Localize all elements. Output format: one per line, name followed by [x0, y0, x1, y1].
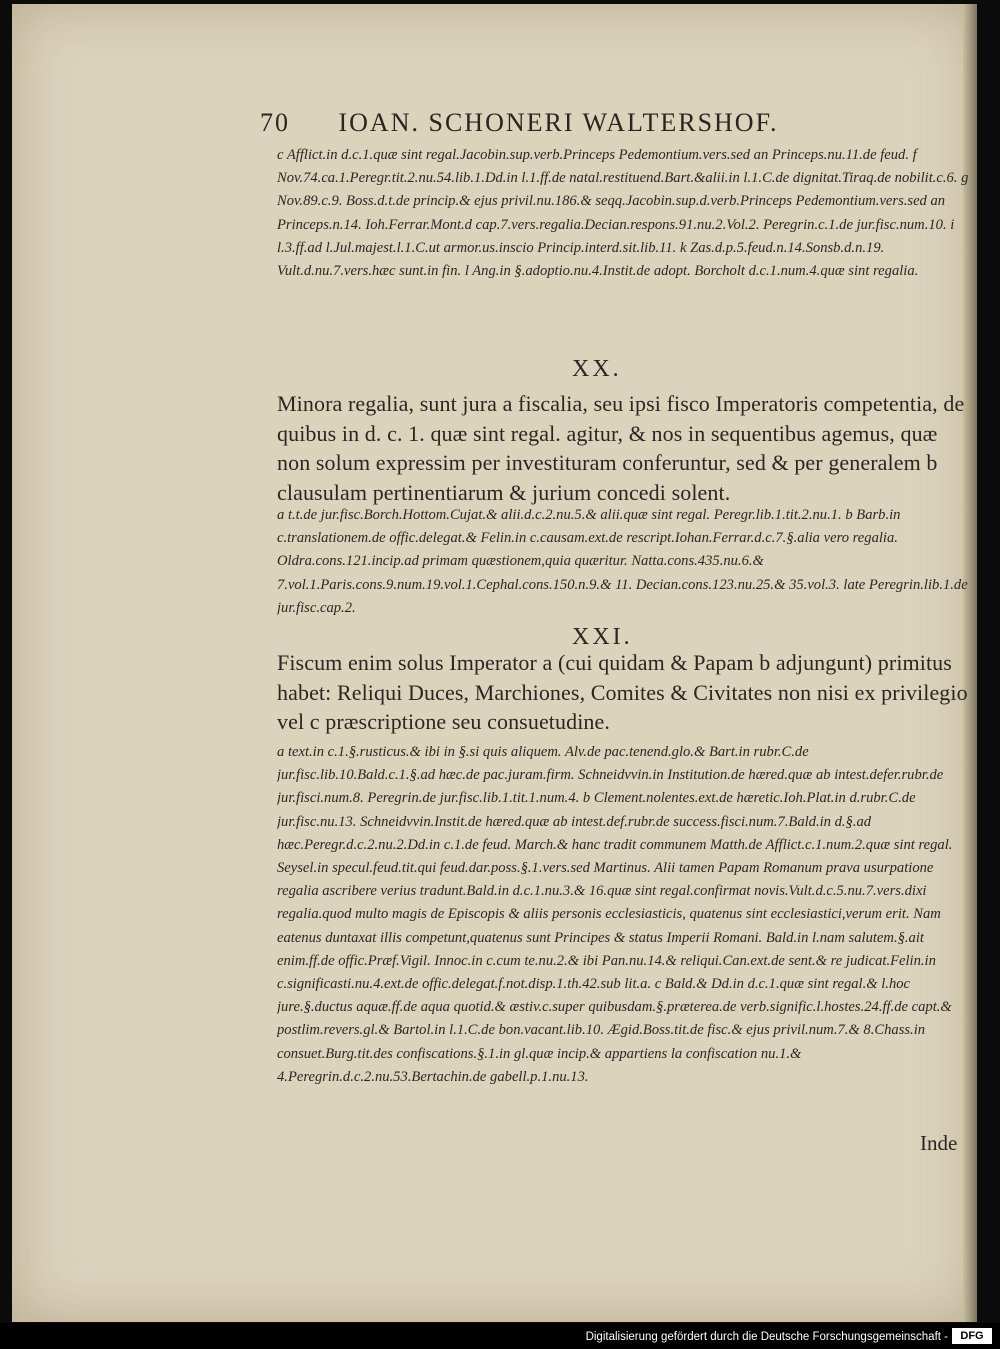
- section-xxi-text: [277, 648, 969, 740]
- section-heading-xxi: XXI.: [572, 624, 633, 650]
- section-xx-paragraph: Minora regalia, sunt jura a fiscalia, seu ipsi fisco Imperatoris competentia, de quibus in d. c. 1. quæ sint regal. agitur, & nos in sequentibus agemus, quæ non solum expressim per investituram conferuntur, sed & per generalem b clausulam pertinentiarum & jurium concedi solent.: [277, 391, 965, 505]
- footnotes-block-xxi: [277, 741, 969, 1133]
- section-xx-text: [277, 389, 969, 509]
- footer-bar: [0, 1323, 1000, 1349]
- running-head-title: IOAN. SCHONERI WALTERSHOF.: [338, 108, 779, 137]
- catchword: Inde: [920, 1131, 958, 1155]
- book-page: [12, 4, 977, 1322]
- section-xxi-paragraph: Fiscum enim solus Imperator a (cui quidam & Papam b adjungunt) primitus habet: Reliqui Duces, Marchiones, Comites & Civitates non nisi ex privilegio vel c præscriptione seu consuetudine.: [277, 650, 968, 734]
- section-heading-xx: XX.: [572, 356, 622, 382]
- footnotes-text-xx: a t.t.de jur.fisc.Borch.Hottom.Cujat.& alii.d.c.2.nu.5.& alii.quæ sint regal. Peregr.lib.1.tit.2.nu.1. b Barb.in c.translationem.de offic.delegat.& Felin.in c.causam.ext.de rescript.Iohan.Ferrar.d.c.7.§.alia vero regalia. Oldra.cons.121.incip.ad primam quæstionem,quia quæritur. Natta.cons.435.nu.6.& 7.vol.1.Paris.cons.9.num.19.vol.1.Cephal.cons.150.n.9.& 11. Decian.cons.123.nu.25.& 35.vol.3. late Peregrin.lib.1.de jur.fisc.cap.2.: [277, 507, 968, 616]
- footnotes-text-1: c Afflict.in d.c.1.quæ sint regal.Jacobin.sup.verb.Princeps Pedemontium.vers.sed an Princeps.nu.11.de feud. f Nov.74.ca.1.Peregr.tit.2.nu.54.lib.1.Dd.in l.1.ff.de natal.restituend.Bart.&alii.in l.1.C.de dignitat.Tiraq.de nobilit.c.6. g Nov.89.c.9. Boss.d.t.de princip.& ejus privil.nu.186.& seqq.Jacobin.sup.d.verb.Princeps Pedemontium.vers.sed an Princeps.n.14. Ioh.Ferrar.Mont.d cap.7.vers.regalia.Decian.respons.91.nu.2.Vol.2. Peregrin.c.1.de jur.fisc.num.10. i l.3.ff.ad l.Jul.majest.l.1.C.ut armor.us.inscio Princip.interd.sit.lib.11. k Zas.d.p.5.feud.n.14.Sonsb.d.n.19. Vult.d.nu.7.vers.hæc sunt.in fin. l Ang.in §.adoptio.nu.4.Instit.de adopt. Borcholt d.c.1.num.4.quæ sint regalia.: [277, 147, 969, 280]
- running-head: [260, 108, 860, 142]
- footnotes-block-xx: [277, 504, 969, 626]
- footnotes-text-xxi: a text.in c.1.§.rusticus.& ibi in §.si quis aliquem. Alv.de pac.tenend.glo.& Bart.in rubr.C.de jur.fisc.lib.10.Bald.c.1.§.ad hæc.de pac.juram.firm. Schneidvvin.in Institution.de hæred.quæ ab intest.defer.rubr.de jur.fisci.num.8. Peregrin.de jur.fisc.lib.1.tit.1.num.4. b Clement.nolentes.ext.de hæretic.Ioh.Plat.in d.rubr.C.de jur.fisc.nu.13. Schneidvvin.Instit.de hæred.quæ ab intest.def.rubr.de success.fisci.num.7.Bald.in d.§.ad hæc.Peregr.d.c.2.nu.2.Dd.in c.1.de feud. March.& hanc tradit communem Matth.de Afflict.c.1.num.2.quæ sint regal. Seysel.in specul.feud.tit.qui feud.dar.poss.§.1.vers.sed Martinus. Alii tamen Papam Romanum prava usurpatione regalia ascribere verius tradunt.Bald.in d.c.1.nu.3.& 16.quæ sint regal.confirmat novis.Vult.d.c.5.nu.7.vers.dixi regalia.quod multo magis de Episcopis & aliis personis ecclesiasticis, quatenus sint ecclesiastici,verum erit. Nam eatenus duntaxat illis competunt,quatenus sunt Principes & status Imperii Romani. Bald.in l.nam salutem.§.ait enim.ff.de offic.Præf.Vigil. Innoc.in c.cum te.nu.2.& ibi Pan.nu.14.& reliqui.Can.ext.de sent.& re judicat.Felin.in c.significasti.nu.4.ext.de offic.delegat.f.not.disp.1.th.42.sub lit.a. c Bald.& Dd.in d.c.1.quæ sint regal.& l.hoc jure.§.ductus aquæ.ff.de aqua quotid.& æstiv.c.super quibusdam.§.præterea.de verb.signific.l.hostes.24.ff.de capt.& postlim.revers.gl.& Bartol.in l.1.C.de bon.vacant.lib.10. Ægid.Boss.tit.de fisc.& ejus privil.num.7.& 8.Chass.in consuet.Burg.tit.des confiscations.§.1.in gl.quæ incip.& appartiens la confiscation nu.1.& 4.Peregrin.d.c.2.nu.53.Bertachin.de gabell.p.1.nu.13.: [277, 744, 953, 1085]
- footer-credit: Digitalisierung gefördert durch die Deutsche Forschungsgemeinschaft -: [585, 1331, 948, 1343]
- page-number: 70: [260, 108, 290, 137]
- footnotes-block-1: [277, 144, 969, 356]
- dfg-logo: DFG: [952, 1328, 992, 1344]
